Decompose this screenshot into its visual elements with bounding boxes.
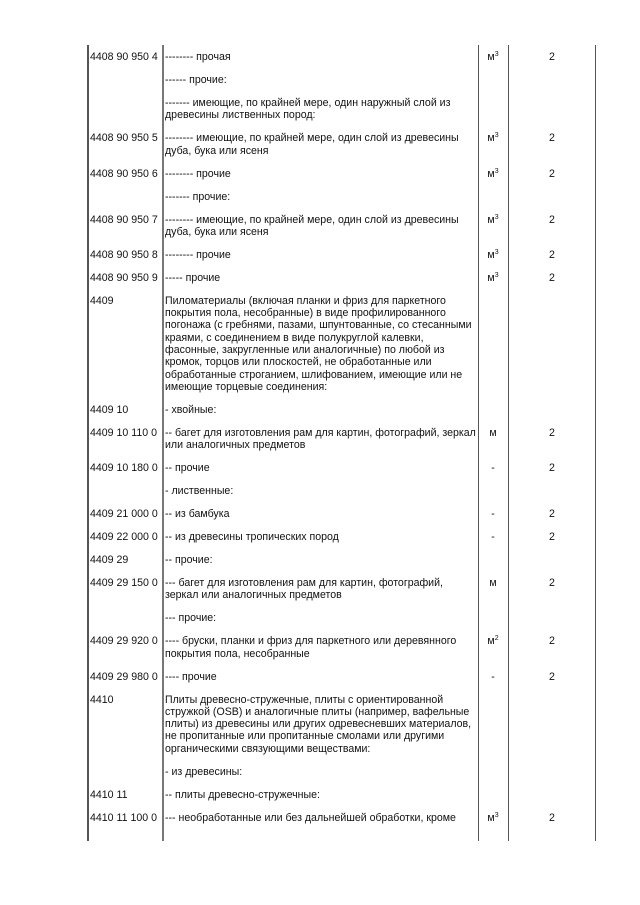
unit-base: - [491,462,495,475]
duty-rate [508,694,596,755]
commodity-description: ----- прочие [165,271,221,284]
commodity-code: 4408 90 950 7 [90,213,158,226]
unit-of-measure [478,508,508,520]
commodity-description: -- из бамбука [165,508,230,521]
commodity-code: 4410 11 [90,788,128,801]
commodity-code: 4409 10 110 0 [90,426,157,439]
unit-exponent: 3 [494,811,499,819]
unit-exponent: 3 [494,132,499,140]
duty-rate: 2 [549,271,555,284]
duty-rate: 2 [549,462,555,475]
table-row [88,629,596,664]
commodity-code [88,74,162,86]
unit-base: м [489,577,497,589]
commodity-description: -------- имеющие, по крайней мере, один слой из древесины дуба, бука или ясеня [165,132,459,157]
commodity-code: 4409 29 980 0 [90,670,158,683]
table-row [88,243,596,266]
table-row [88,806,596,829]
commodity-description: - из древесины: [165,765,243,778]
commodity-code: 4409 21 000 0 [90,508,158,521]
duty-rate: 2 [549,811,555,824]
commodity-code: 4408 90 950 4 [90,51,158,63]
unit-base: м [487,271,495,284]
unit-of-measure [478,671,508,683]
duty-rate: 2 [549,213,555,226]
commodity-description: --- необработанные или без дальнейшей обработки, кроме [165,811,456,824]
duty-rate [508,97,596,122]
tariff-table [88,45,596,829]
commodity-description: ------- имеющие, по крайней мере, один наружный слой из древесины лиственных пород: [165,96,451,122]
unit-of-measure [478,404,508,416]
unit-of-measure [478,427,508,452]
commodity-code: 4408 90 950 5 [90,132,158,145]
unit-exponent: 3 [494,167,499,175]
commodity-description: ------ прочие: [165,73,227,86]
commodity-code: 4408 90 950 8 [90,248,158,261]
duty-rate: 2 [549,132,555,145]
unit-exponent: 3 [494,51,499,58]
table-row [88,525,596,548]
unit-of-measure [478,789,508,801]
unit-of-measure [478,694,508,755]
unit-base: м [487,132,495,145]
unit-base: м [487,635,495,648]
table-row [88,783,596,806]
duty-rate: 2 [549,167,555,180]
duty-rate [508,554,596,566]
duty-rate: 2 [549,508,555,521]
duty-rate: 2 [549,51,555,63]
commodity-description: Пиломатериалы (включая планки и фриз для паркетного покрытия пола, несобранные) в виде профилированного погонажа (с гребнями, пазами, шпунтованные, со стесанными краями, с соединением в виде полукруглой калевки, фасонные, закругленные или аналогичные) по любой из кромок, торцов или плоскостей, не обработанные или обработанные строганием, шлифованием, имеющие или не имеющие торцевые соединения: [165,294,472,393]
unit-of-measure [478,214,508,239]
commodity-code: 4408 90 950 6 [90,167,158,180]
unit-base: м [487,213,495,226]
table-row [88,398,596,421]
duty-rate [508,74,596,86]
unit-of-measure [478,766,508,778]
commodity-code: 4410 [90,693,114,706]
table-row [88,688,596,760]
commodity-description: ---- бруски, планки и фриз для паркетного или деревянного покрытия пола, несобранные [165,635,457,660]
duty-rate: 2 [549,248,555,261]
commodity-description: --- багет для изготовления рам для картин, фотографий, зеркал или аналогичных предметов [165,577,443,602]
commodity-code [88,766,162,778]
commodity-code: 4409 29 150 0 [90,577,158,589]
unit-base: м [487,248,495,261]
unit-of-measure [478,295,508,393]
unit-base: - [491,531,495,544]
duty-rate [508,295,596,393]
commodity-code [88,97,162,122]
commodity-description: -- прочие [165,462,210,475]
unit-of-measure [478,272,508,284]
commodity-description: -- прочие: [165,554,213,567]
table-row [88,126,596,161]
commodity-code: 4409 29 [90,554,129,567]
unit-exponent: 3 [494,248,499,256]
commodity-description: Плиты древесно-стружечные, плиты с ориентированной стружкой (OSB) и аналогичные плиты (например, вафельные плиты) из древесины или других одревесневших материалов, не пропитанные или пропитанные смолами или другими органическими связующими веществами: [165,693,472,755]
table-row [88,208,596,243]
unit-base: - [491,670,495,683]
commodity-description: -------- имеющие, по крайней мере, один слой из древесины дуба, бука или ясеня [165,213,459,238]
duty-rate [508,789,596,801]
unit-of-measure [478,168,508,180]
commodity-code: 4409 [90,294,114,307]
commodity-description: -- плиты древесно-стружечные: [165,788,320,801]
table-row [88,665,596,688]
unit-exponent: 3 [494,213,499,221]
unit-of-measure [478,97,508,122]
commodity-description: --- прочие: [165,612,217,625]
table-row [88,571,596,606]
table-row [88,289,596,398]
table-row [88,91,596,126]
unit-base: - [491,508,495,521]
commodity-description: - лиственные: [165,485,234,498]
unit-of-measure [478,612,508,624]
duty-rate: 2 [549,577,555,589]
unit-base: м [487,51,495,63]
table-row [88,606,596,629]
table-row [88,68,596,91]
unit-of-measure [478,577,508,602]
table-row [88,185,596,208]
unit-base: м [489,426,497,439]
unit-base: м [487,811,495,824]
unit-of-measure [478,249,508,261]
unit-of-measure [478,74,508,86]
unit-of-measure [478,635,508,660]
commodity-description: -------- прочая [165,51,231,63]
unit-of-measure [478,462,508,474]
table-row [88,162,596,185]
table-row [88,266,596,289]
duty-rate: 2 [549,670,555,683]
duty-rate [508,612,596,624]
table-row [88,548,596,571]
commodity-description: -------- прочие [165,167,231,180]
unit-base: м [487,167,495,180]
unit-of-measure [478,191,508,203]
table-row [88,479,596,502]
unit-of-measure [478,132,508,157]
duty-rate [508,485,596,497]
unit-exponent: 2 [494,635,499,643]
commodity-code: 4410 11 100 0 [90,811,157,824]
commodity-description: - хвойные: [165,403,217,416]
duty-rate: 2 [549,426,555,439]
commodity-code: 4409 22 000 0 [90,531,158,544]
unit-exponent: 3 [494,271,499,279]
commodity-code [88,612,162,624]
table-row [88,456,596,479]
table-row [88,421,596,456]
commodity-code [88,191,162,203]
duty-rate [508,766,596,778]
commodity-code [88,485,162,497]
commodity-description: -------- прочие [165,248,231,261]
duty-rate: 2 [549,531,555,544]
commodity-description: ------- прочие: [165,190,231,203]
unit-of-measure [478,554,508,566]
duty-rate [508,191,596,203]
unit-of-measure [478,531,508,543]
commodity-code: 4409 10 [90,403,129,416]
commodity-code: 4409 10 180 0 [90,462,158,475]
unit-of-measure [478,485,508,497]
unit-of-measure [478,812,508,824]
commodity-code: 4408 90 950 9 [90,271,158,284]
duty-rate: 2 [549,635,555,648]
table-row [88,45,596,68]
commodity-description: -- багет для изготовления рам для картин, фотографий, зеркал или аналогичных предметов [165,426,476,452]
commodity-description: ---- прочие [165,670,217,683]
commodity-code: 4409 29 920 0 [90,635,158,648]
commodity-description: -- из древесины тропических пород [165,531,339,544]
duty-rate [508,404,596,416]
table-row [88,502,596,525]
unit-of-measure [478,51,508,63]
table-row [88,760,596,783]
